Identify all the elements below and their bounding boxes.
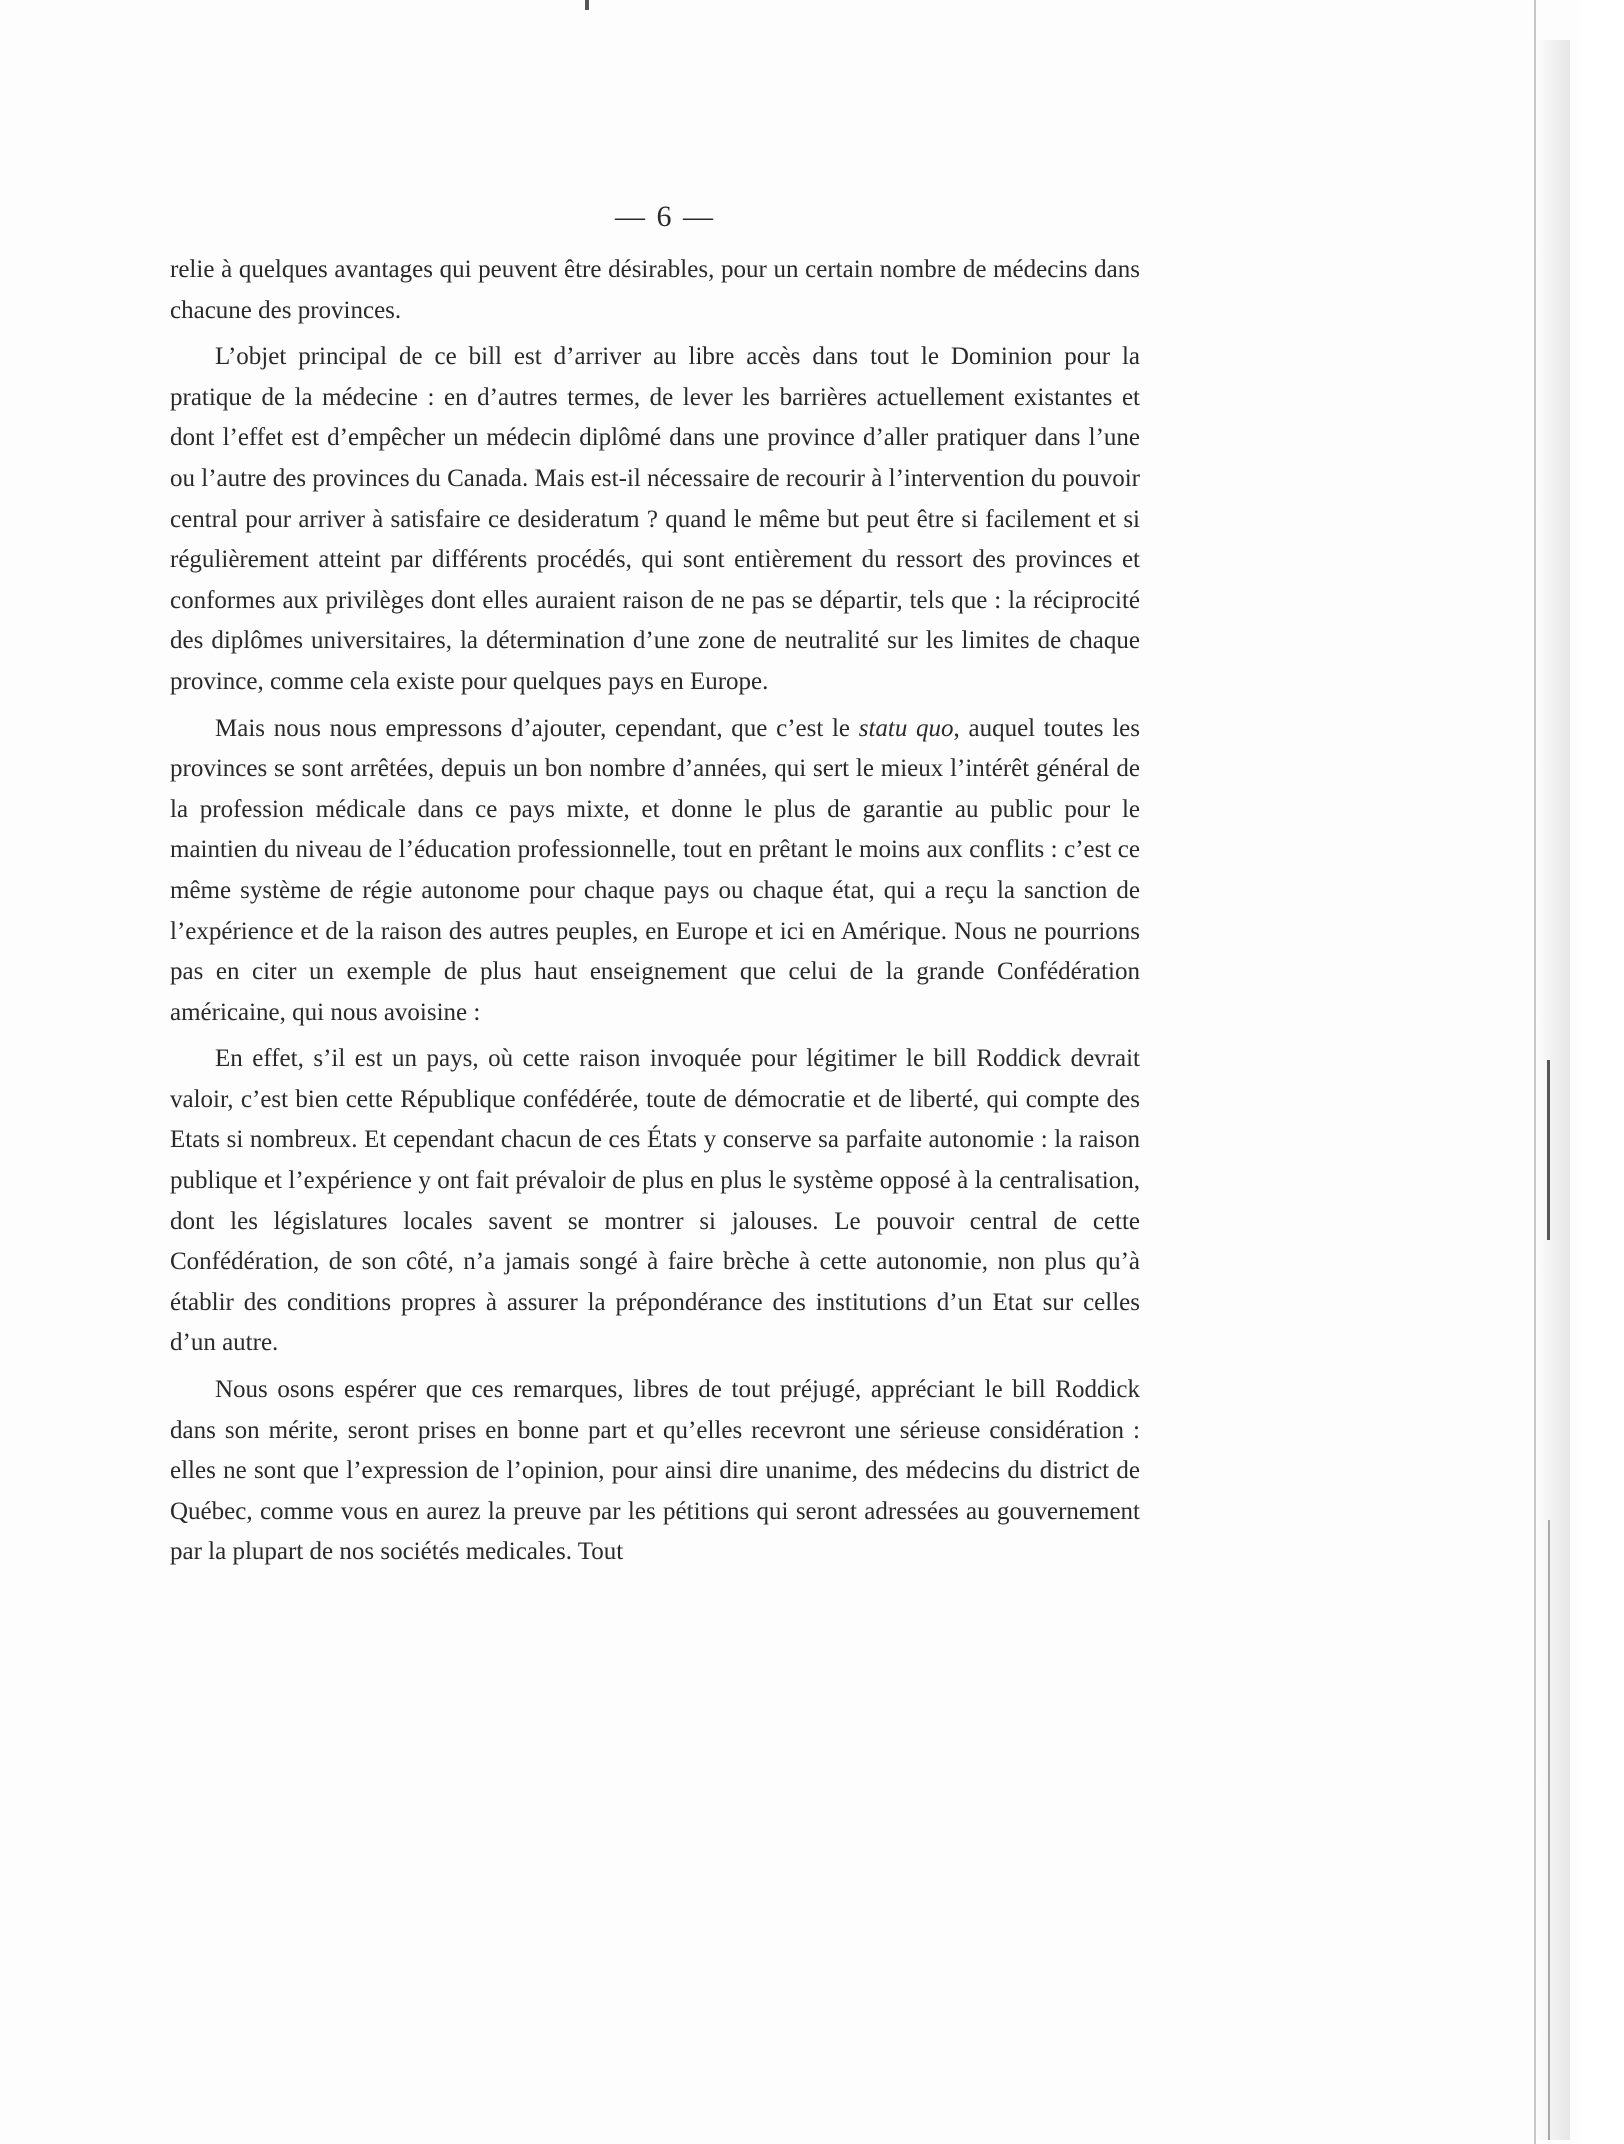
paragraph-1: relie à quelques avantages qui peuvent être désirables, pour un certain nombre de médecins dans chacune des provinces. — [170, 256, 1140, 324]
page-number: — 6 — — [615, 200, 715, 233]
statu-quo-italic: statu quo — [858, 714, 954, 742]
paragraph-5: Nous osons espérer que ces remarques, libres de tout préjugé, appréciant le bill Roddick dans son mérite, seront prises en bonne part et qu’elles recevront une sérieuse considération : elles ne sont que l’expression de l’opinion, pour ainsi dire unanime, des médecins du district de Québec, comme vous en aurez la preuve par les pétitions qui seront adressées au gouvernement par la plupart de nos sociétés medicales. Tout — [170, 1376, 1140, 1566]
binding-mark-lower — [1548, 1520, 1550, 2140]
scan-mark — [585, 0, 589, 10]
paragraph-3-before: Mais nous nous empressons d’ajouter, cependant, que c’est le — [215, 714, 859, 742]
page-edge-shadow — [1534, 40, 1570, 2140]
body-text — [170, 250, 1140, 1573]
binding-mark — [1547, 1060, 1550, 1240]
page-edge-line — [1534, 0, 1536, 2144]
paragraph-2: L’objet principal de ce bill est d’arriver au libre accès dans tout le Dominion pour la pratique de la médecine : en d’autres termes, de lever les barrières actuellement existantes et dont l’effet est d’empêcher un médecin diplômé dans une province d’aller pratiquer dans l’une ou l’autre des provinces du Canada. Mais est-il nécessaire de recourir à l’intervention du pouvoir central pour arriver à satisfaire ce desideratum ? quand le même but peut être si facilement et si régulièrement atteint par différents procédés, qui sont entièrement du ressort des provinces et conformes aux privilèges dont elles auraient raison de ne pas se départir, tels que : la réciprocité des diplômes universitaires, la détermination d’une zone de neutralité sur les limites de chaque province, comme cela existe pour quelques pays en Europe. — [170, 343, 1140, 695]
paragraph-4: En effet, s’il est un pays, où cette raison invoquée pour légitimer le bill Roddick devrait valoir, c’est bien cette République confédérée, toute de démocratie et de liberté, qui compte des Etats si nombreux. Et cependant chacun de ces États y conserve sa parfaite autonomie : la raison publique et l’expérience y ont fait prévaloir de plus en plus le système opposé à la centralisation, dont les législatures locales savent se montrer si jalouses. Le pouvoir central de cette Confédération, de son côté, n’a jamais songé à faire brèche à cette autonomie, non plus qu’à établir des conditions propres à assurer la prépondérance des institutions d’un Etat sur celles d’un autre. — [170, 1045, 1140, 1357]
paragraph-3 — [170, 709, 1140, 1034]
paragraph-3-after: , auquel toutes les provinces se sont arrêtées, depuis un bon nombre d’années, qui sert le mieux l’intérêt général de la profession médicale dans ce pays mixte, et donne le plus de garantie au public pour le maintien du niveau de l’éducation professionnelle, tout en prêtant le moins aux conflits : c’est ce même système de régie autonome pour chaque pays ou chaque état, qui a reçu la sanction de l’expérience et de la raison des autres peuples, en Europe et ici en Amérique. Nous ne pourrions pas en citer un exemple de plus haut enseignement que celui de la grande Confédération américaine, qui nous avoisine : — [170, 714, 1140, 1026]
